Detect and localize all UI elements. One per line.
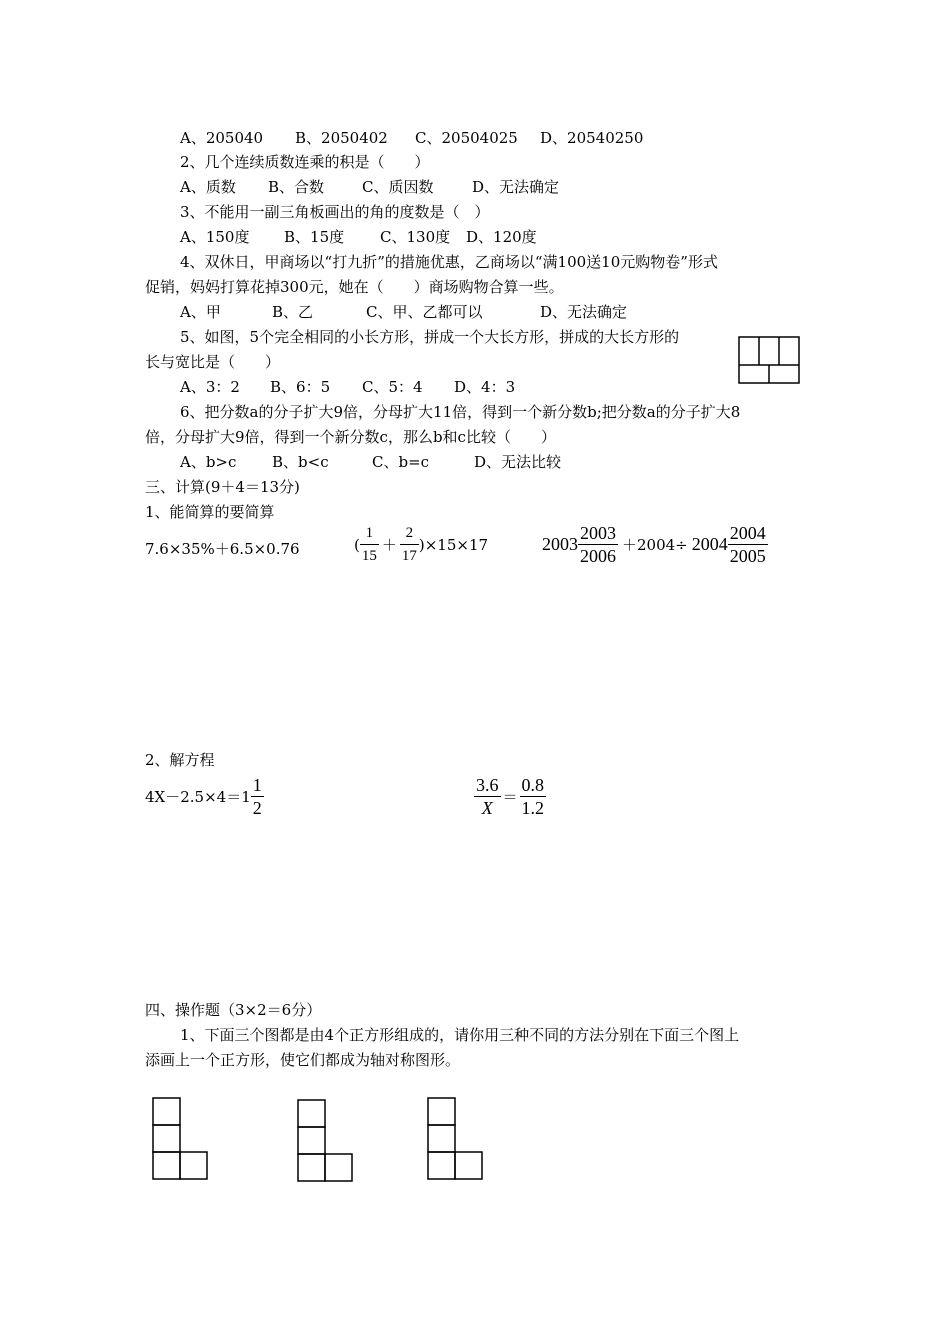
q4-option-a: A、甲 (180, 303, 221, 321)
l-shape-figure-2 (297, 1099, 355, 1183)
q4-stem-line2: 促销，妈妈打算花掉300元，她在（ ）商场购物合算一些。 (145, 278, 564, 296)
section3-sub1: 1、能简算的要简算 (145, 503, 275, 521)
q6-stem-line2: 倍，分母扩大9倍，得到一个新分数c，那么b和c比较（ ） (145, 428, 556, 446)
expr3-fraction-1 (578, 522, 618, 567)
section3-sub2: 2、解方程 (145, 751, 215, 769)
q4-stem-line1: 4、双休日，甲商场以“打九折”的措施优惠，乙商场以“满100送10元购物卷”形式 (180, 253, 718, 271)
q6-option-d: D、无法比较 (474, 453, 562, 471)
section3-title: 三、计算(9＋4＝13分) (145, 478, 300, 496)
section4-q1-line2: 添画上一个正方形，使它们都成为轴对称图形。 (145, 1051, 461, 1069)
expr2-f1-den: 15 (361, 548, 377, 564)
expr3-f1-num: 2003 (580, 523, 616, 543)
q5-stem-line2: 长与宽比是（ ） (145, 353, 281, 371)
q2-option-a: A、质数 (180, 178, 236, 196)
eq1-f-num: 1 (252, 775, 262, 795)
eq2-equals: ＝ (502, 788, 518, 806)
q5-option-c: C、5：4 (362, 378, 423, 396)
expr3-whole-1: 2003 (542, 534, 578, 554)
l-shape-figure-3 (427, 1097, 485, 1181)
q2-option-b: B、合数 (268, 178, 325, 196)
l-shape-figure-1 (152, 1097, 210, 1181)
q1-option-b: B、2050402 (295, 129, 388, 147)
q2-option-c: C、质因数 (362, 178, 434, 196)
expr3-f1-den: 2006 (580, 546, 616, 566)
eq2-f1-num: 3.6 (476, 775, 499, 795)
expr2-f2-den: 17 (401, 548, 417, 564)
expr3-mid: ＋2004÷ (622, 536, 688, 554)
eq1-f-den: 2 (252, 798, 262, 818)
q4-option-b: B、乙 (272, 303, 314, 321)
calc-expr-3 (542, 522, 768, 567)
eq1-fraction (251, 774, 264, 819)
q4-option-c: C、甲、乙都可以 (366, 303, 483, 321)
expr3-f2-den: 2005 (729, 546, 766, 566)
section4-title: 四、操作题（3×2＝6分） (145, 1001, 322, 1019)
q6-option-b: B、b<c (272, 453, 329, 471)
eq2-f2-num: 0.8 (521, 775, 545, 795)
q1-option-c: C、20504025 (415, 129, 518, 147)
eq1-left: 4X－2.5×4＝1 (145, 788, 251, 806)
expr3-whole-2: 2004 (691, 534, 728, 554)
expr2-fraction-2 (400, 522, 419, 567)
q3-option-c: C、130度 (380, 228, 451, 246)
q5-stem-line1: 5、如图，5个完全相同的小长方形，拼成一个大长方形，拼成的大长方形的 (180, 328, 680, 346)
calc-expr-2 (354, 522, 488, 567)
expr2-open-paren: ( (354, 535, 360, 554)
q1-option-d: D、20540250 (540, 129, 644, 147)
eq2-f2-den: 1.2 (521, 798, 545, 818)
equation-1 (145, 774, 264, 819)
equation-2 (474, 774, 546, 819)
expr3-fraction-2 (728, 522, 768, 567)
q5-option-d: D、4：3 (454, 378, 516, 396)
eq2-fraction-1 (474, 774, 501, 819)
q2-option-d: D、无法确定 (472, 178, 560, 196)
eq2-f1-den: X (481, 798, 493, 818)
section4-q1-line1: 1、下面三个图都是由4个正方形组成的，请你用三种不同的方法分别在下面三个图上 (180, 1026, 740, 1044)
q4-option-d: D、无法确定 (540, 303, 628, 321)
expr3-f2-num: 2004 (729, 523, 766, 543)
expr2-f2-num: 2 (400, 522, 419, 545)
q6-option-c: C、b=c (372, 453, 430, 471)
q3-option-d: D、120度 (466, 228, 537, 246)
expr2-plus: ＋ (381, 536, 397, 554)
eq2-fraction-2 (520, 774, 547, 819)
q5-option-b: B、6：5 (270, 378, 331, 396)
expr2-fraction-1 (360, 522, 379, 567)
calc-expr-1: 7.6×35%＋6.5×0.76 (145, 540, 300, 558)
q1-option-a: A、205040 (180, 129, 264, 147)
q3-option-b: B、15度 (284, 228, 345, 246)
expr2-f1-num: 1 (360, 522, 379, 545)
q2-stem: 2、几个连续质数连乘的积是（ ） (180, 153, 430, 171)
q3-stem: 3、不能用一副三角板画出的角的度数是（ ） (180, 203, 490, 221)
q6-option-a: A、b>c (180, 453, 237, 471)
expr2-tail: )×15×17 (418, 535, 489, 554)
q5-option-a: A、3：2 (180, 378, 240, 396)
q5-rectangle-figure (738, 336, 802, 386)
q3-option-a: A、150度 (180, 228, 250, 246)
q6-stem-line1: 6、把分数a的分子扩大9倍，分母扩大11倍，得到一个新分数b;把分数a的分子扩大8 (180, 403, 741, 421)
